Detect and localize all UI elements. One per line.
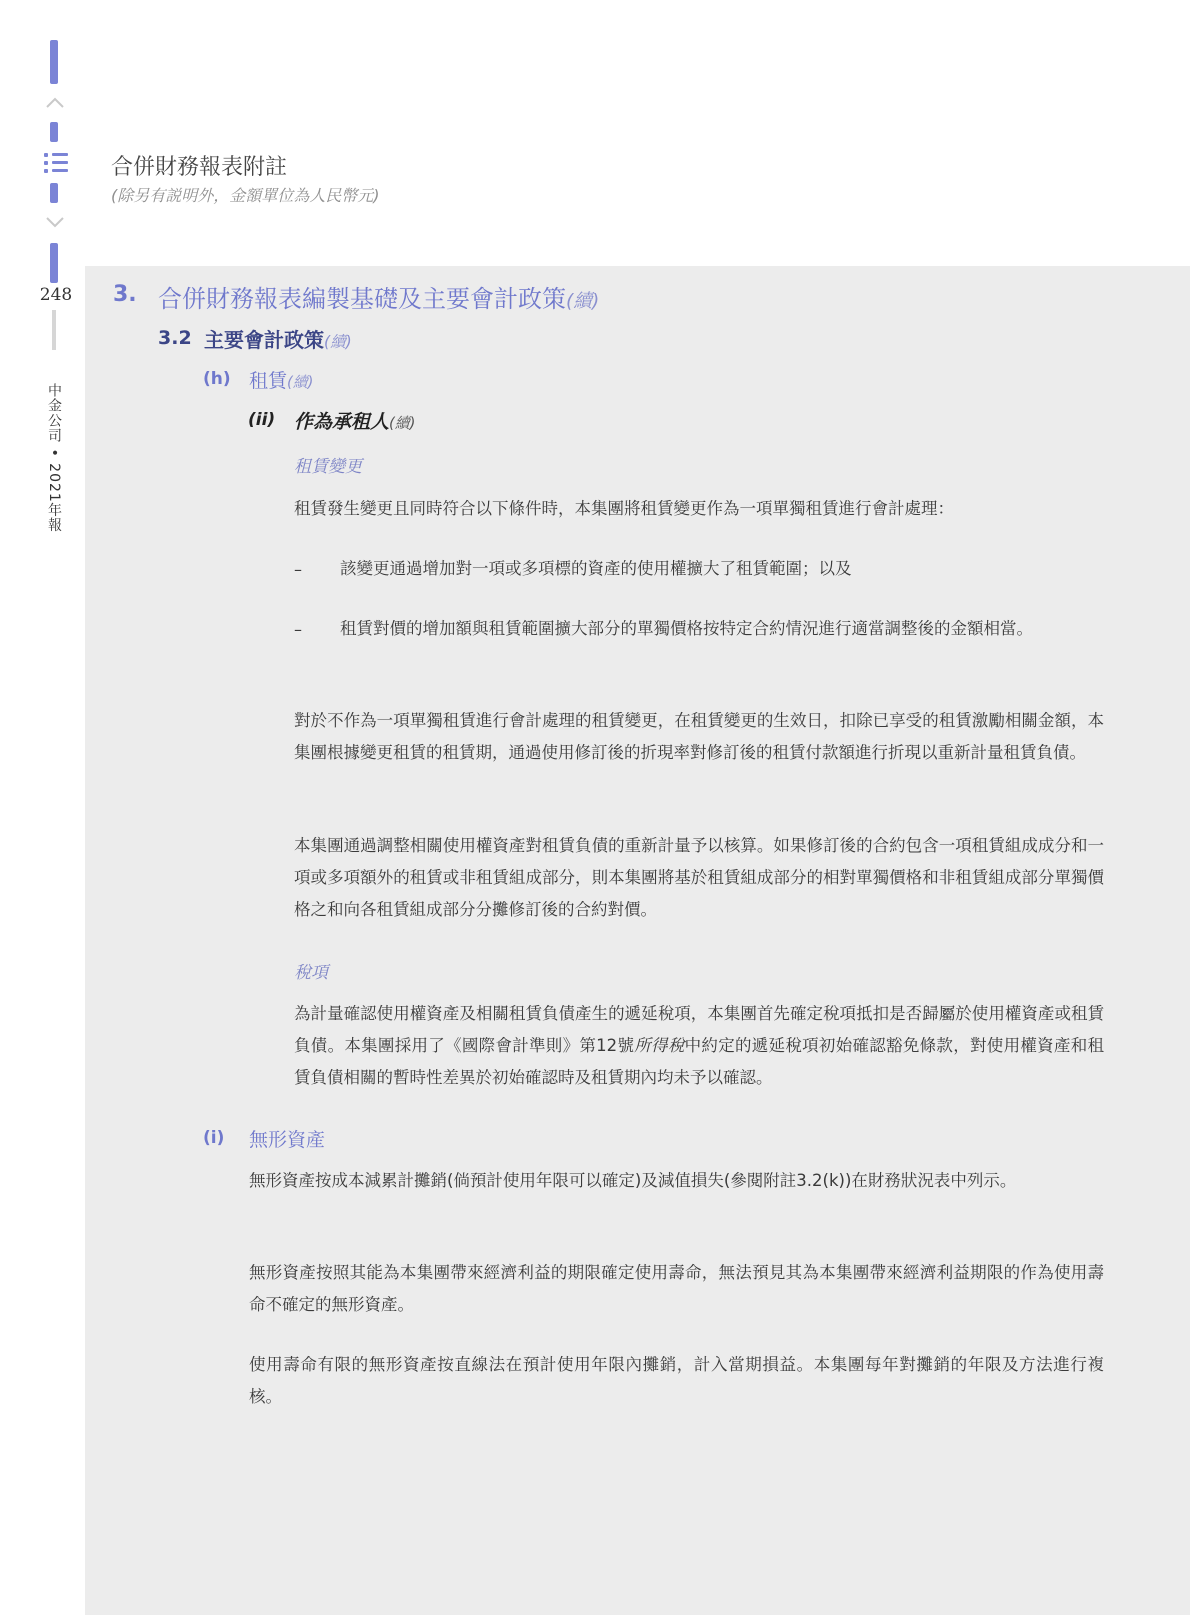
section-title-text: 合併財務報表編製基礎及主要會計政策	[158, 285, 566, 313]
lease-change-intro: 租賃發生變更且同時符合以下條件時，本集團將租賃變更作為一項單獨租賃進行會計處理：	[294, 499, 954, 518]
intangible-paragraph: 無形資產按照其能為本集團帶來經濟利益的期限確定使用壽命，無法預見其為本集團帶來經濟利益期限的作為使用壽命不確定的無形資產。	[249, 1263, 1104, 1314]
paragraph-remeasurement: 本集團通過調整相關使用權資產對租賃負債的重新計量予以核算。如果修訂後的合約包含一項租賃組成成分和一項或多項額外的租賃或非租賃組成部分，則本集團將基於租賃組成部分的相對單獨價格和非租賃組成部分單獨價格之和向各租賃組成部分分攤修訂後的合約對價。	[294, 836, 1104, 919]
continued-label: (續)	[287, 374, 314, 391]
item-ii-title	[294, 407, 415, 434]
bullet-item: 該變更通過增加對一項或多項標的資產的使用權擴大了租賃範圍；以及	[340, 559, 852, 578]
item-h-number: (h)	[203, 369, 231, 389]
paragraph-not-separate-lease: 對於不作為一項單獨租賃進行會計處理的租賃變更，在租賃變更的生效日，扣除已享受的租賃激勵相關金額，本集團根據變更租賃的租賃期，通過使用修訂後的折現率對修訂後的租賃付款額進行折現以重新計量租賃負債。	[294, 711, 1104, 762]
page-number: 248	[39, 285, 73, 305]
subsection-title-text: 主要會計政策	[204, 328, 324, 352]
item-ii-title-text: 作為承租人	[294, 411, 390, 433]
item-h-title-text: 租賃	[249, 370, 288, 392]
section-number: 3.	[113, 282, 137, 307]
divider	[52, 310, 56, 350]
bullet-item: 租賃對價的增加額與租賃範圍擴大部分的單獨價格按特定合約情況進行適當調整後的金額相當。	[340, 619, 1033, 638]
item-i-title: 無形資產	[249, 1129, 326, 1151]
intangible-paragraph: 使用壽命有限的無形資產按直線法在預計使用年限內攤銷，計入當期損益。本集團每年對攤銷的年限及方法進行複核。	[249, 1355, 1104, 1406]
chevron-down-icon[interactable]	[45, 216, 65, 230]
tax-paragraph-part: 中約定的遞延稅項初始確認豁免條款，對使用權資產和租賃負債相關的暫時性差異於初始確認時及租賃期內均未予以確認。	[294, 1036, 1105, 1087]
tax-paragraph	[294, 998, 1104, 1094]
list-icon[interactable]	[44, 152, 68, 174]
chevron-up-icon[interactable]	[45, 95, 65, 109]
nav-bar-upper	[50, 122, 58, 142]
continued-label: (續)	[324, 333, 352, 351]
nav-bar-lower	[50, 183, 58, 203]
item-ii-number: (ii)	[248, 410, 276, 430]
continued-label: (續)	[566, 291, 600, 312]
page-title: 合併財務報表附註	[111, 155, 288, 180]
report-label: 中金公司 • 2021年報	[46, 383, 62, 533]
bullet-dash: –	[294, 620, 302, 639]
bullet-dash: –	[294, 560, 302, 579]
continued-label: (續)	[389, 415, 416, 432]
lease-change-heading: 租賃變更	[294, 457, 362, 477]
item-i-number: (i)	[203, 1128, 225, 1148]
intangible-paragraph: 無形資產按成本減累計攤銷(倘預計使用年限可以確定)及減值損失(參閱附註3.2(k))在財務狀況表中列示。	[249, 1171, 1017, 1190]
tax-heading: 稅項	[294, 963, 328, 983]
nav-bar-top	[50, 40, 58, 84]
tax-paragraph-part: 為計量確認使用權資產及相關租賃負債產生的遞延稅項，本集團首先確定稅項抵扣是否歸屬於使用權資產或租賃負債。本集團採用了《國際會計準則》第12號	[294, 1004, 1104, 1055]
nav-bar-bottom	[50, 243, 58, 283]
section-title	[158, 279, 599, 314]
item-h-title	[249, 366, 313, 393]
subsection-number: 3.2	[158, 327, 192, 349]
subsection-title	[204, 324, 352, 353]
page-subtitle: (除另有説明外，金額單位為人民幣元)	[111, 186, 380, 205]
standard-name: 所得稅	[634, 1036, 685, 1055]
